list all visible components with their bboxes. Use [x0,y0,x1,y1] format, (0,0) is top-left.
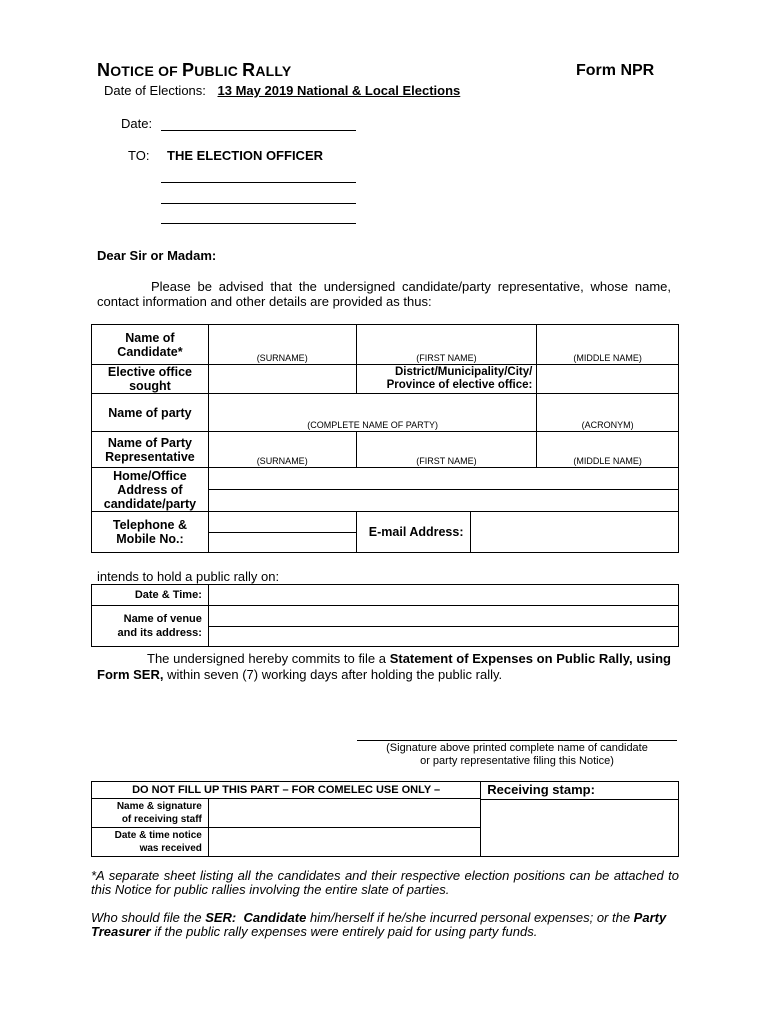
comelec-header: DO NOT FILL UP THIS PART – FOR COMELEC USE ONLY – [92,782,481,799]
middlename-caption: (MIDDLE NAME) [573,456,642,466]
surname-caption: (SURNAME) [256,456,308,466]
venue-label-line: Name of venue [123,613,202,625]
acronym-caption: (ACRONYM) [581,420,634,430]
address-line[interactable] [209,468,678,490]
commit-text: within seven (7) working days after holding the public rally. [163,667,503,682]
recipient-line[interactable] [161,203,356,204]
receiving-stamp-area [481,799,678,856]
receiving-stamp-label: Receiving stamp: [487,782,595,797]
email-cell [356,512,679,553]
signature-caption-line: or party representative filing this Notice) [420,755,614,767]
footnote-text: him/herself if he/she incurred personal expenses; or the [306,910,634,925]
intro-paragraph: Please be advised that the undersigned candidate/party representative, whose name, contact information and other details are provided as thus: [97,279,671,309]
firstname-caption: (FIRST NAME) [416,456,477,466]
title-part: OTICE OF [110,63,183,79]
received-label-line: Date & time notice [114,829,202,841]
surname-caption: (SURNAME) [256,353,308,363]
telephone-label: Telephone & Mobile No.: [92,512,209,553]
party-rep-label: Name of Party Representative [92,432,209,468]
candidate-surname-field[interactable] [208,325,356,365]
address-field[interactable] [208,468,678,512]
date-of-elections-label: Date of Elections: [104,83,206,98]
name-of-candidate-label: Name of Candidate* [92,325,209,365]
recipient-line[interactable] [161,182,356,183]
candidate-middlename-field[interactable] [537,325,679,365]
candidate-firstname-field[interactable] [356,325,537,365]
receiving-staff-field[interactable] [208,798,480,827]
recipient-line[interactable] [161,223,356,224]
to-label: TO: [128,148,150,163]
venue-line[interactable] [209,627,678,646]
staff-label-line: Name & signature [116,800,202,812]
candidate-details-table [91,324,679,553]
salutation: Dear Sir or Madam: [97,248,217,263]
address-line[interactable] [209,490,678,511]
date-field[interactable] [161,130,356,131]
commit-bold: Statement of Expenses on Public Rally, using Form SER, [97,651,672,682]
elective-office-label: Elective office sought [92,365,209,394]
received-label-line: was received [139,842,202,854]
venue-line[interactable] [209,606,678,627]
to-value: THE ELECTION OFFICER [167,148,323,163]
comelec-table [91,781,679,857]
title-part: P [182,60,195,80]
elective-office-field[interactable] [208,365,356,394]
footnote-separate-sheet: *A separate sheet listing all the candidates and their respective election positions can be attached to this Notice for public rallies involving the entire slate of parties. [91,868,679,897]
rep-firstname-field[interactable] [356,432,537,468]
footnote-text: Who should file the [91,910,206,925]
telephone-field[interactable] [208,512,356,553]
venue-label [92,606,209,647]
date-of-elections [104,83,460,98]
commit-text: The undersigned hereby commits to file a [147,651,390,666]
complete-party-caption: (COMPLETE NAME OF PARTY) [307,420,438,430]
receiving-staff-label [92,798,209,827]
footnote-who-files [91,911,679,939]
title-part: UBLIC [194,63,243,79]
telephone-line[interactable] [209,513,356,533]
date-time-field[interactable] [208,585,678,606]
date-time-label: Date & Time: [92,585,209,606]
rep-middlename-field[interactable] [537,432,679,468]
footnote-bold: Candidate [243,910,307,925]
date-received-label [92,827,209,856]
district-field[interactable] [537,365,679,394]
title-part: ALLY [255,63,292,79]
party-acronym-field[interactable] [537,394,679,432]
footnote-bold: SER: [205,910,237,925]
date-received-field[interactable] [208,827,480,856]
email-field[interactable] [471,512,679,552]
date-label: Date: [121,116,153,131]
form-id: Form NPR [576,62,655,79]
middlename-caption: (MIDDLE NAME) [573,353,642,363]
venue-field[interactable] [208,606,678,647]
firstname-caption: (FIRST NAME) [416,353,477,363]
intends-text: intends to hold a public rally on: [97,569,280,584]
commitment-paragraph [97,651,671,683]
address-label: Home/Office Address of candidate/party [92,468,209,512]
footnote-bold: Party Treasurer [91,910,667,939]
title-part: R [242,60,256,80]
signature-caption-line: (Signature above printed complete name of candidate [386,742,648,754]
staff-label-line: of receiving staff [121,813,202,825]
title-part: N [97,60,111,80]
mobile-line[interactable] [209,533,356,552]
rep-surname-field[interactable] [208,432,356,468]
party-name-field[interactable] [208,394,536,432]
signature-caption [357,742,677,768]
signature-line[interactable] [357,740,677,741]
district-label: District/Municipality/City/ Province of elective office: [356,365,537,394]
rally-table [91,584,679,647]
email-label: E-mail Address: [357,512,471,552]
receiving-stamp-box [481,782,679,857]
date-of-elections-value: 13 May 2019 National & Local Elections [217,83,461,98]
venue-label-line: and its address: [117,627,202,639]
page-title [97,60,291,81]
name-of-party-label: Name of party [92,394,209,432]
footnote-text: if the public rally expenses were entirely paid for using party funds. [150,924,538,939]
